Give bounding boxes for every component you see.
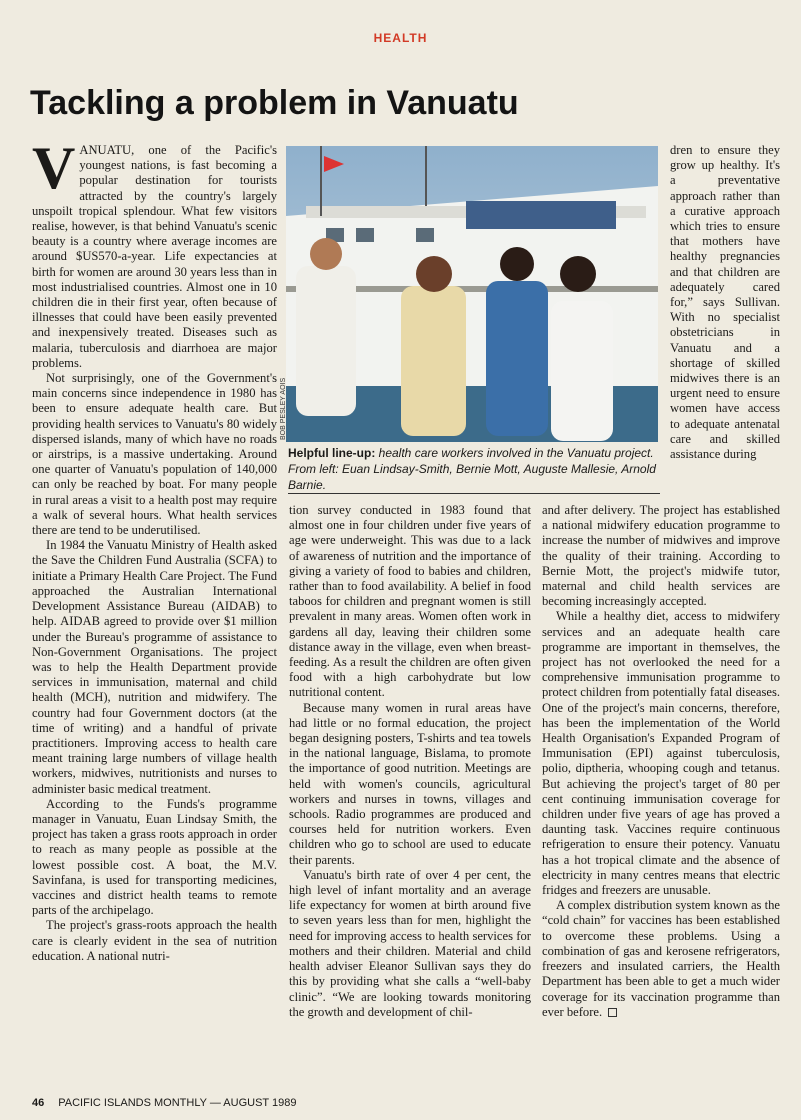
page-footer bbox=[32, 1097, 296, 1109]
caption-rule bbox=[288, 493, 660, 494]
article-column-3-top bbox=[670, 143, 780, 462]
drop-cap: V bbox=[32, 135, 76, 201]
paragraph: A complex distribution system known as the “cold chain” for vaccines has been established to overcome these problems. Using a combination of gas and kerosene refrigerators, freezers and insulated carriers, the Health Department has been able to get a much wider coverage for its vaccination programme than ever before. bbox=[542, 898, 780, 1019]
paragraph: The project's grass-roots approach the health care is clearly evident in the sea of nutrition education. A national nutri- bbox=[32, 918, 277, 963]
photo-caption bbox=[288, 445, 664, 493]
paragraph: Not surprisingly, one of the Government's main concerns since independence in 1980 has been to ensure adequate health care. But providing health services to Vanuatu's 80 widely dispersed islands, many of which have no roads or airstrips, is a massive undertaking. Around one quarter of Vanuatu's population of 140,000 can only be reached by boat. For many people in rural areas a visit to a health post may require a walk of several hours. What health services there are tend to be underutilised. bbox=[32, 371, 277, 538]
paragraph: While a healthy diet, access to midwifery services and an adequate health care programme are important in themselves, the project has not overlooked the need for a comprehensive immunisation programme to protect children from potentially fatal diseases. One of the project's main concerns, therefore, has been the implementation of the World Health Organisation's Expanded Program of Immunisation (EPI) against tuberculosis, polio, diptheria, whooping cough and tetanus. But achieving the project's target of 80 per cent continuing immunisation coverage for children under five years of age has proved a daunting task. Vaccines require continuous refrigeration to ensure their potency. Vanuatu has a hot tropical climate and the absence of electricity in many centres means that electric fridges and freezers are unusable. bbox=[542, 609, 780, 898]
caption-lead: Helpful line-up: bbox=[288, 446, 376, 460]
photo-health-workers bbox=[286, 146, 658, 442]
article-column-1 bbox=[32, 135, 277, 964]
paragraph: According to the Funds's programme manager in Vanuatu, Euan Lindsay Smith, the project has taken a grass roots approach in order to reach as many people as possible at the lowest possible cost. A boat, the M.V. Savinfana, is used for transporting medicines, vaccines and district health teams to remote parts of the archipelago. bbox=[32, 796, 277, 918]
headline: Tackling a problem in Vanuatu bbox=[30, 84, 519, 122]
photo-illustration bbox=[286, 146, 658, 442]
article-column-2 bbox=[289, 503, 531, 1020]
publication-line: PACIFIC ISLANDS MONTHLY — AUGUST 1989 bbox=[58, 1097, 297, 1109]
article-column-3 bbox=[542, 503, 780, 1020]
section-label: HEALTH bbox=[373, 31, 428, 45]
paragraph: and after delivery. The project has established a national midwifery education programme to increase the number of midwives and improve the quality of their training. According to Bernie Mott, the project's midwife tutor, maternal and child health services are becoming increasingly accepted. bbox=[542, 503, 780, 609]
photo-credit: BOB PESLEY AOIS bbox=[280, 377, 287, 440]
paragraph: dren to ensure they grow up healthy. It's a preventative approach rather than a curative approach which tries to ensure that mothers have healthy pregnancies and that children are adequately cared for,” says Sullivan. With no specialist obstetricians in Vanuatu and a shortage of skilled midwives there is an urgent need to ensure women have access to adequate antenatal care and skilled assistance during bbox=[670, 143, 780, 462]
caption-text: health care workers involved in the Vanuatu project. From left: Euan Lindsay-Smith, Bernie Mott, Auguste Mallesie, Arnold Barnie. bbox=[288, 446, 656, 492]
paragraph: VANUATU, one of the Pacific's youngest nations, is fast becoming a popular destination for tourists attracted by the country's largely unspoilt tropical splendour. What few visitors realise, however, is that behind Vanuatu's scenic beauty is a country where average incomes are around $US570-a-year. Life expectancies at birth for women are around 30 years less than in most industrialised countries. Almost one in 10 children die in their first year, often because of illnesses that could have been easily prevented and inexpensively treated. Diseases such as malaria, tuberculosis and diarrhoea are major problems. bbox=[32, 135, 277, 370]
paragraph: tion survey conducted in 1983 found that almost one in four children under five years of age were underweight. This was due to a lack of awareness of nutrition and the importance of giving a variety of food to babies and children, rather than to food availability. A belief in food taboos for children and pregnant women is still prevalent in many areas. Women often work in gardens all day, leaving their children some distance away in the village, even when breast-feeding. As a result the children are often given food with a high carbohydrate but low nutritional content. bbox=[289, 503, 531, 700]
page-number: 46 bbox=[32, 1097, 45, 1109]
end-mark-icon bbox=[608, 1008, 617, 1017]
paragraph: Vanuatu's birth rate of over 4 per cent, the high level of infant mortality and an average life expectancy for women at birth around five to seven years less than for men, highlight the need for improving access to health services for mothers and their children. Material and child health adviser Eleanor Sullivan says they do this by providing what she calls a “well-baby clinic”. “We are looking towards monitoring the growth and development of chil- bbox=[289, 867, 531, 1019]
paragraph: In 1984 the Vanuatu Ministry of Health asked the Save the Children Fund Australia (SCFA) to initiate a Primary Health Care Project. The Fund approached the Australian International Development Assistance Bureau (AIDAB) to help. AIDAB agreed to provide over $1 million under the Bureau's programme of assistance to Non-Government Organisations. The project was to help the Health Department provide services in immunisation, maternal and child health (MCH), nutrition and midwifery. The country had four Government doctors (at the time of writing) and a handful of private practitioners. Improving access to health care meant training large numbers of village health workers, midwives, nutritionists and nurses to administer basic medical treatment. bbox=[32, 538, 277, 796]
paragraph: Because many women in rural areas have had little or no formal education, the project began designing posters, T-shirts and tea towels in the national language, Bislama, to promote the importance of good nutrition. Meetings are held with women's councils, agricultural workers and nurses in towns, villages and schools. Radio programmes are produced and courses held for nutrition workers. Even children who go to school are used to educate their parents. bbox=[289, 700, 531, 867]
